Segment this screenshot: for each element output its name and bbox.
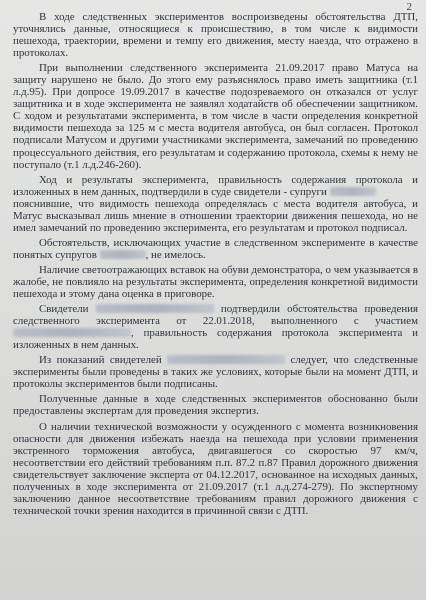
paragraph-text: Свидетели xyxy=(39,303,89,316)
document-body xyxy=(13,11,418,517)
paragraph-text: Обстоятельств, исключающих участие в следственном эксперименте в качестве понятых супругов xyxy=(13,236,418,261)
paragraph: В ходе следственных экспериментов воспроизведены обстоятельства ДТП, уточнялись данные, относящиеся к происшествию, в том числе к видимости пешехода, траектории, времени и темпу его движения, месту наезда, что отражено в протоколах. xyxy=(13,11,418,60)
paragraph: При выполнении следственного эксперимента 21.09.2017 право Матуса на защиту нарушено не было. До этого ему разъяснялось право иметь защитника (т.1 л.д.95). При допросе 19.09.2017 в качестве подозреваемого он отказался от услуг защитника и в ходе эксперимента не заявлял ходатайств об обеспечении защитником. С ходом и результатами эксперимента, в том числе в части определения конкретной видимости пешехода за 125 м с места водителя автобуса, он был согласен. Протокол подписали Матусом и другими участниками эксперимента, замечаний по проведению процессуального действия, его результатам и содержанию протокола, схемы к нему не поступало (т.1 л.д.246-260). xyxy=(13,62,418,171)
redacted-name xyxy=(13,328,131,337)
paragraph xyxy=(13,237,418,261)
paragraph-text: , не имелось. xyxy=(145,248,206,261)
paragraph-text: , правильность содержания протокола эксперимента и изложенных в нем данных. xyxy=(13,327,418,352)
paragraph: Наличие светоотражающих вставок на обуви демонстратора, о чем указывается в жалобе, не повлияло на результаты эксперимента, определения конкретной видимости пешехода и этому дана оценка в приговоре. xyxy=(13,263,418,301)
paragraph: О наличии технической возможности у осужденного с момента возникновения опасности для движения избежать наезда на пешехода при условии применения экстренного торможения автобуса, двигавшегося со скоростью 97 км/ч, несоответствии его действий требованиям п.п. 87.2 п.87 Правил дорожного движения свидетельствует заключение эксперта от 04.12.2017, основанное на исходных данных, полученных в ходе эксперимента от 21.09.2017 (т.1 л.д.274-279). По экспертному заключению данное несоответствие требованиям правил дорожного движения с технической точки зрения находится в причинной связи с ДТП. xyxy=(13,420,418,517)
paragraph xyxy=(13,354,418,390)
redacted-name xyxy=(167,355,285,364)
redacted-name xyxy=(96,304,214,313)
paragraph-text: следует, что следственные эксперименты были проведены в таких же условиях, которые были на момент ДТП, и протоколы экспериментов были подписаны. xyxy=(13,354,418,391)
paragraph-text: Из показаний свидетелей xyxy=(39,354,162,367)
paragraph-text: Ход и результаты эксперимента, правильность содержания протокола и изложенных в нем данных, подтвердили в суде свидетели - супруги xyxy=(13,173,418,198)
redacted-name xyxy=(330,187,376,196)
paragraph-text: подтвердили обстоятельства проведения следственного эксперимента от 22.01.2018, выполненного с участием xyxy=(13,303,418,328)
redacted-name xyxy=(100,250,146,259)
paragraph-text: пояснившие, что видимость пешехода определялась с места водителя автобуса, и Матус высказывал лишь мнение в отношении траектории движения пешехода, но не имел замечаний по проведению эксперимента, его результатам и протокол подписал. xyxy=(13,197,418,234)
paragraph: Полученные данные в ходе следственных экспериментов обоснованно были предоставлены экспертам для проведения экспертиз. xyxy=(13,393,418,418)
paragraph xyxy=(13,174,418,234)
paragraph xyxy=(13,303,418,351)
page-number: 2 xyxy=(406,1,412,13)
